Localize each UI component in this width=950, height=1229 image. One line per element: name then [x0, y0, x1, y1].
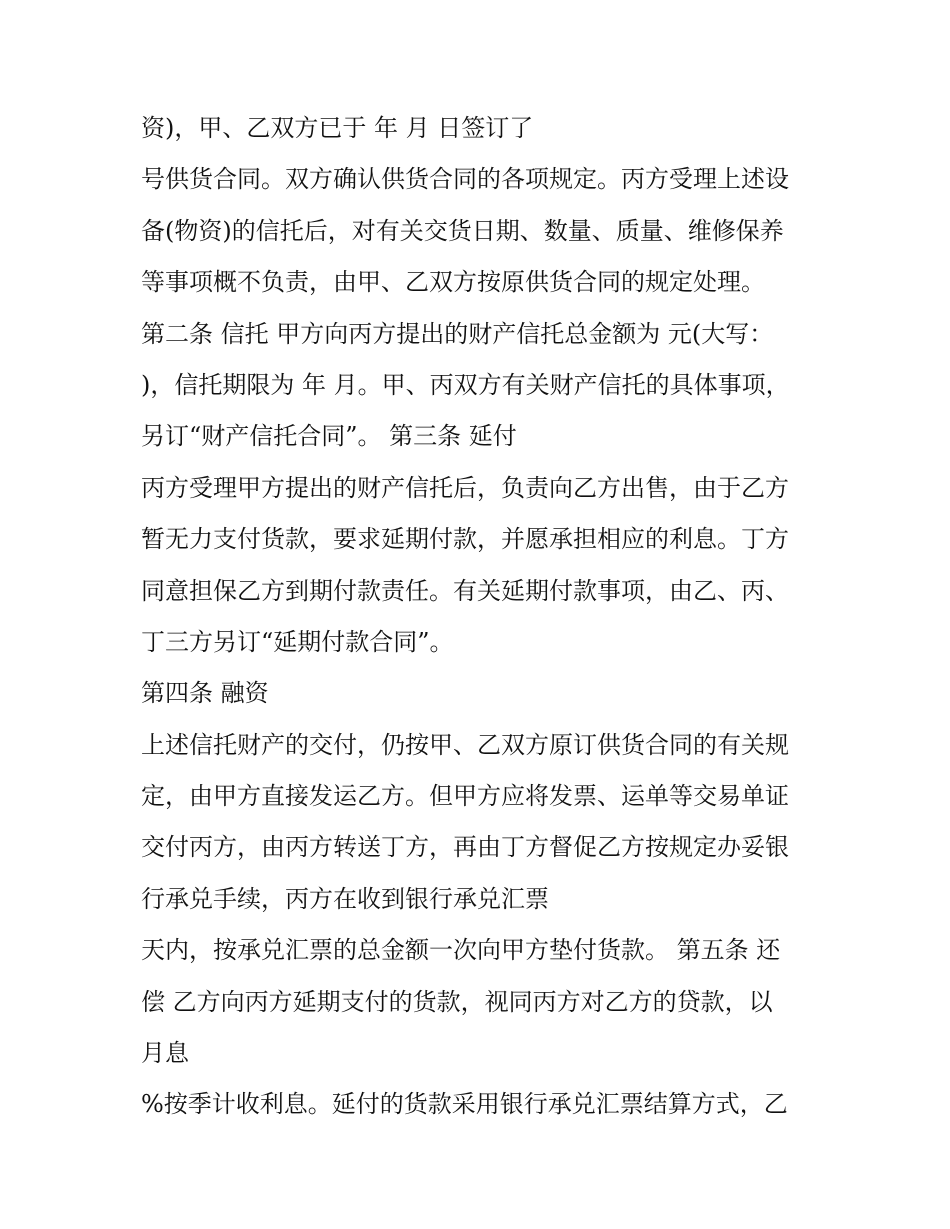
text-line: 备(物资)的信托后，对有关交货日期、数量、质量、维修保养: [141, 216, 784, 245]
text-line: 资)，甲、乙双方已于 年 月 日签订了: [141, 114, 534, 142]
text-line: 偿 乙方向丙方延期支付的货款，视同丙方对乙方的贷款，以: [141, 987, 773, 1016]
text-line: 定，由甲方直接发运乙方。但甲方应将发票、运单等交易单证: [141, 782, 789, 811]
text-line: %按季计收利息。延付的货款采用银行承兑汇票结算方式，乙: [141, 1090, 788, 1119]
text-line: 第二条 信托 甲方向丙方提出的财产信托总金额为 元(大写：: [141, 319, 774, 348]
text-line: 丙方受理甲方提出的财产信托后，负责向乙方出售，由于乙方: [141, 473, 789, 502]
text-line: 天内，按承兑汇票的总金额一次向甲方垫付货款。 第五条 还: [141, 936, 781, 965]
text-line: 暂无力支付货款，要求延期付款，并愿承担相应的利息。丁方: [141, 525, 789, 554]
text-line: 号供货合同。双方确认供货合同的各项规定。丙方受理上述设: [141, 165, 789, 194]
text-line: 丁三方另订“延期付款合同”。: [141, 627, 454, 656]
text-line: 上述信托财产的交付，仍按甲、乙双方原订供货合同的有关规: [141, 730, 789, 759]
contract-text: [141, 103, 831, 1131]
text-line: 月息: [141, 1039, 189, 1068]
section-heading: 第四条 融资: [141, 679, 269, 708]
text-line: 等事项概不负责，由甲、乙双方按原供货合同的规定处理。: [141, 268, 765, 297]
text-line: 另订“财产信托合同”。 第三条 延付: [141, 422, 517, 451]
text-line: 交付丙方，由丙方转送丁方，再由丁方督促乙方按规定办妥银: [141, 833, 789, 862]
text-line: )，信托期限为 年 月。甲、丙双方有关财产信托的具体事项，: [141, 370, 790, 399]
text-line: 行承兑手续，丙方在收到银行承兑汇票: [141, 884, 549, 913]
text-line: 同意担保乙方到期付款责任。有关延期付款事项，由乙、丙、: [141, 576, 789, 605]
